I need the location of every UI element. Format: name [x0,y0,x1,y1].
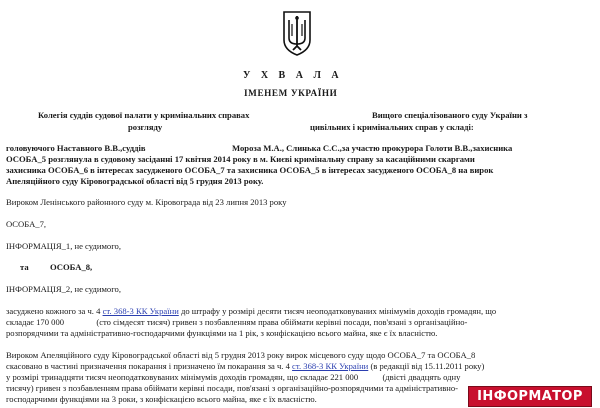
law-article-link-2[interactable]: ст. 368-3 КК України [292,361,369,371]
p2-line-2-end: (в редакції від 15.11.2011 року) [370,361,485,371]
document-subtitle: ІМЕНЕМ УКРАЇНИ [244,88,338,98]
composition-line-2: ОСОБА_5 розглянула в судовому засіданні 17 квітня 2014 року в м. Києві кримінальну справу за касаційними скаргами [6,154,475,164]
composition-line-1a: головуючого Наставного В.В.,суддів [6,143,146,153]
p1-line-3: розпорядчими та адміністративно-господарчими функціями на 1 рік, з конфіскацією всього майна, яке є їх власністю. [6,328,438,338]
person-1-info: ІНФОРМАЦІЯ_1, не судимого, [6,241,121,251]
coat-of-arms-icon [282,10,312,56]
court-line-left-2: розгляду [128,122,163,132]
p1-line-1-end: до штрафу у розмірі десяти тисяч неоподатковуваних мінімумів доходів громадян, що [180,306,497,316]
court-line-right-2: цивільних і кримінальних справ у складі: [310,122,474,132]
p1-line-2 [6,317,467,328]
p1-line-2-end: (сто сімдесят тисяч) гривен з позбавленням права обіймати керівні посади, пов'язані з організаційно- [96,317,468,327]
person-1: ОСОБА_7, [6,219,47,229]
document-title: У Х В А Л А [243,70,343,81]
composition-line-4: Апеляційного суду Кіровоградської області від 5 грудня 2013 року. [6,176,264,186]
conjunction-and: та [20,262,29,272]
p2-line-1: Вироком Апеляційного суду Кіровоградської області від 5 грудня 2013 року вирок місцевого суду щодо ОСОБА_7 та ОСОБА_8 [6,350,476,360]
p2-line-3-start: у розмірі тринадцяти тисяч неоподатковуваних мінімумів доходів громадян, що складає 221 000 [6,372,359,382]
p2-line-2-start: скасовано в частині призначення покарання і призначено їм покарання за ч. 4 [6,361,290,371]
court-line-right-1: Вищого спеціалізованого суду України з [372,110,528,120]
person-2-info: ІНФОРМАЦІЯ_2, не судимого, [6,284,121,294]
composition-line-3: захисника ОСОБА_6 в інтересах засудженого ОСОБА_7 та захисника ОСОБА_5 в інтересах засудженого ОСОБА_8 на вирок [6,165,494,175]
p2-line-4: тисячу) гривен з позбавленням права обіймати керівні посади, пов'язані з організаційно-розпорядчими та адміністративно- [6,383,459,393]
p1-line-2-start: складає 170 000 [6,317,65,327]
person-2: ОСОБА_8, [50,262,93,272]
p2-line-3 [6,372,460,383]
watermark-text: ІНФОРМАТОР [477,389,583,404]
p1-line-1-start: засуджено кожного за ч. 4 [6,306,101,316]
court-line-left-1: Колегія суддів судової палати у кримінальних справах [38,110,250,120]
composition-line-1b: Мороза М.А., Слинька С.С.,за участю прокурора Голоти В.В.,захисника [232,143,513,153]
p2-line-2 [6,361,484,372]
p2-line-3-end: (двісті двадцять одну [382,372,461,382]
p1-line-1 [6,306,496,317]
verdict-line: Вироком Ленінського районного суду м. Кіровограда від 23 липня 2013 року [6,197,287,207]
law-article-link[interactable]: ст. 368-3 КК України [102,306,179,316]
informator-watermark-logo [468,386,592,407]
p2-line-5: господарчими функціями на 3 роки, з конфіскацією всього майна, яке є їх власністю. [6,394,317,404]
